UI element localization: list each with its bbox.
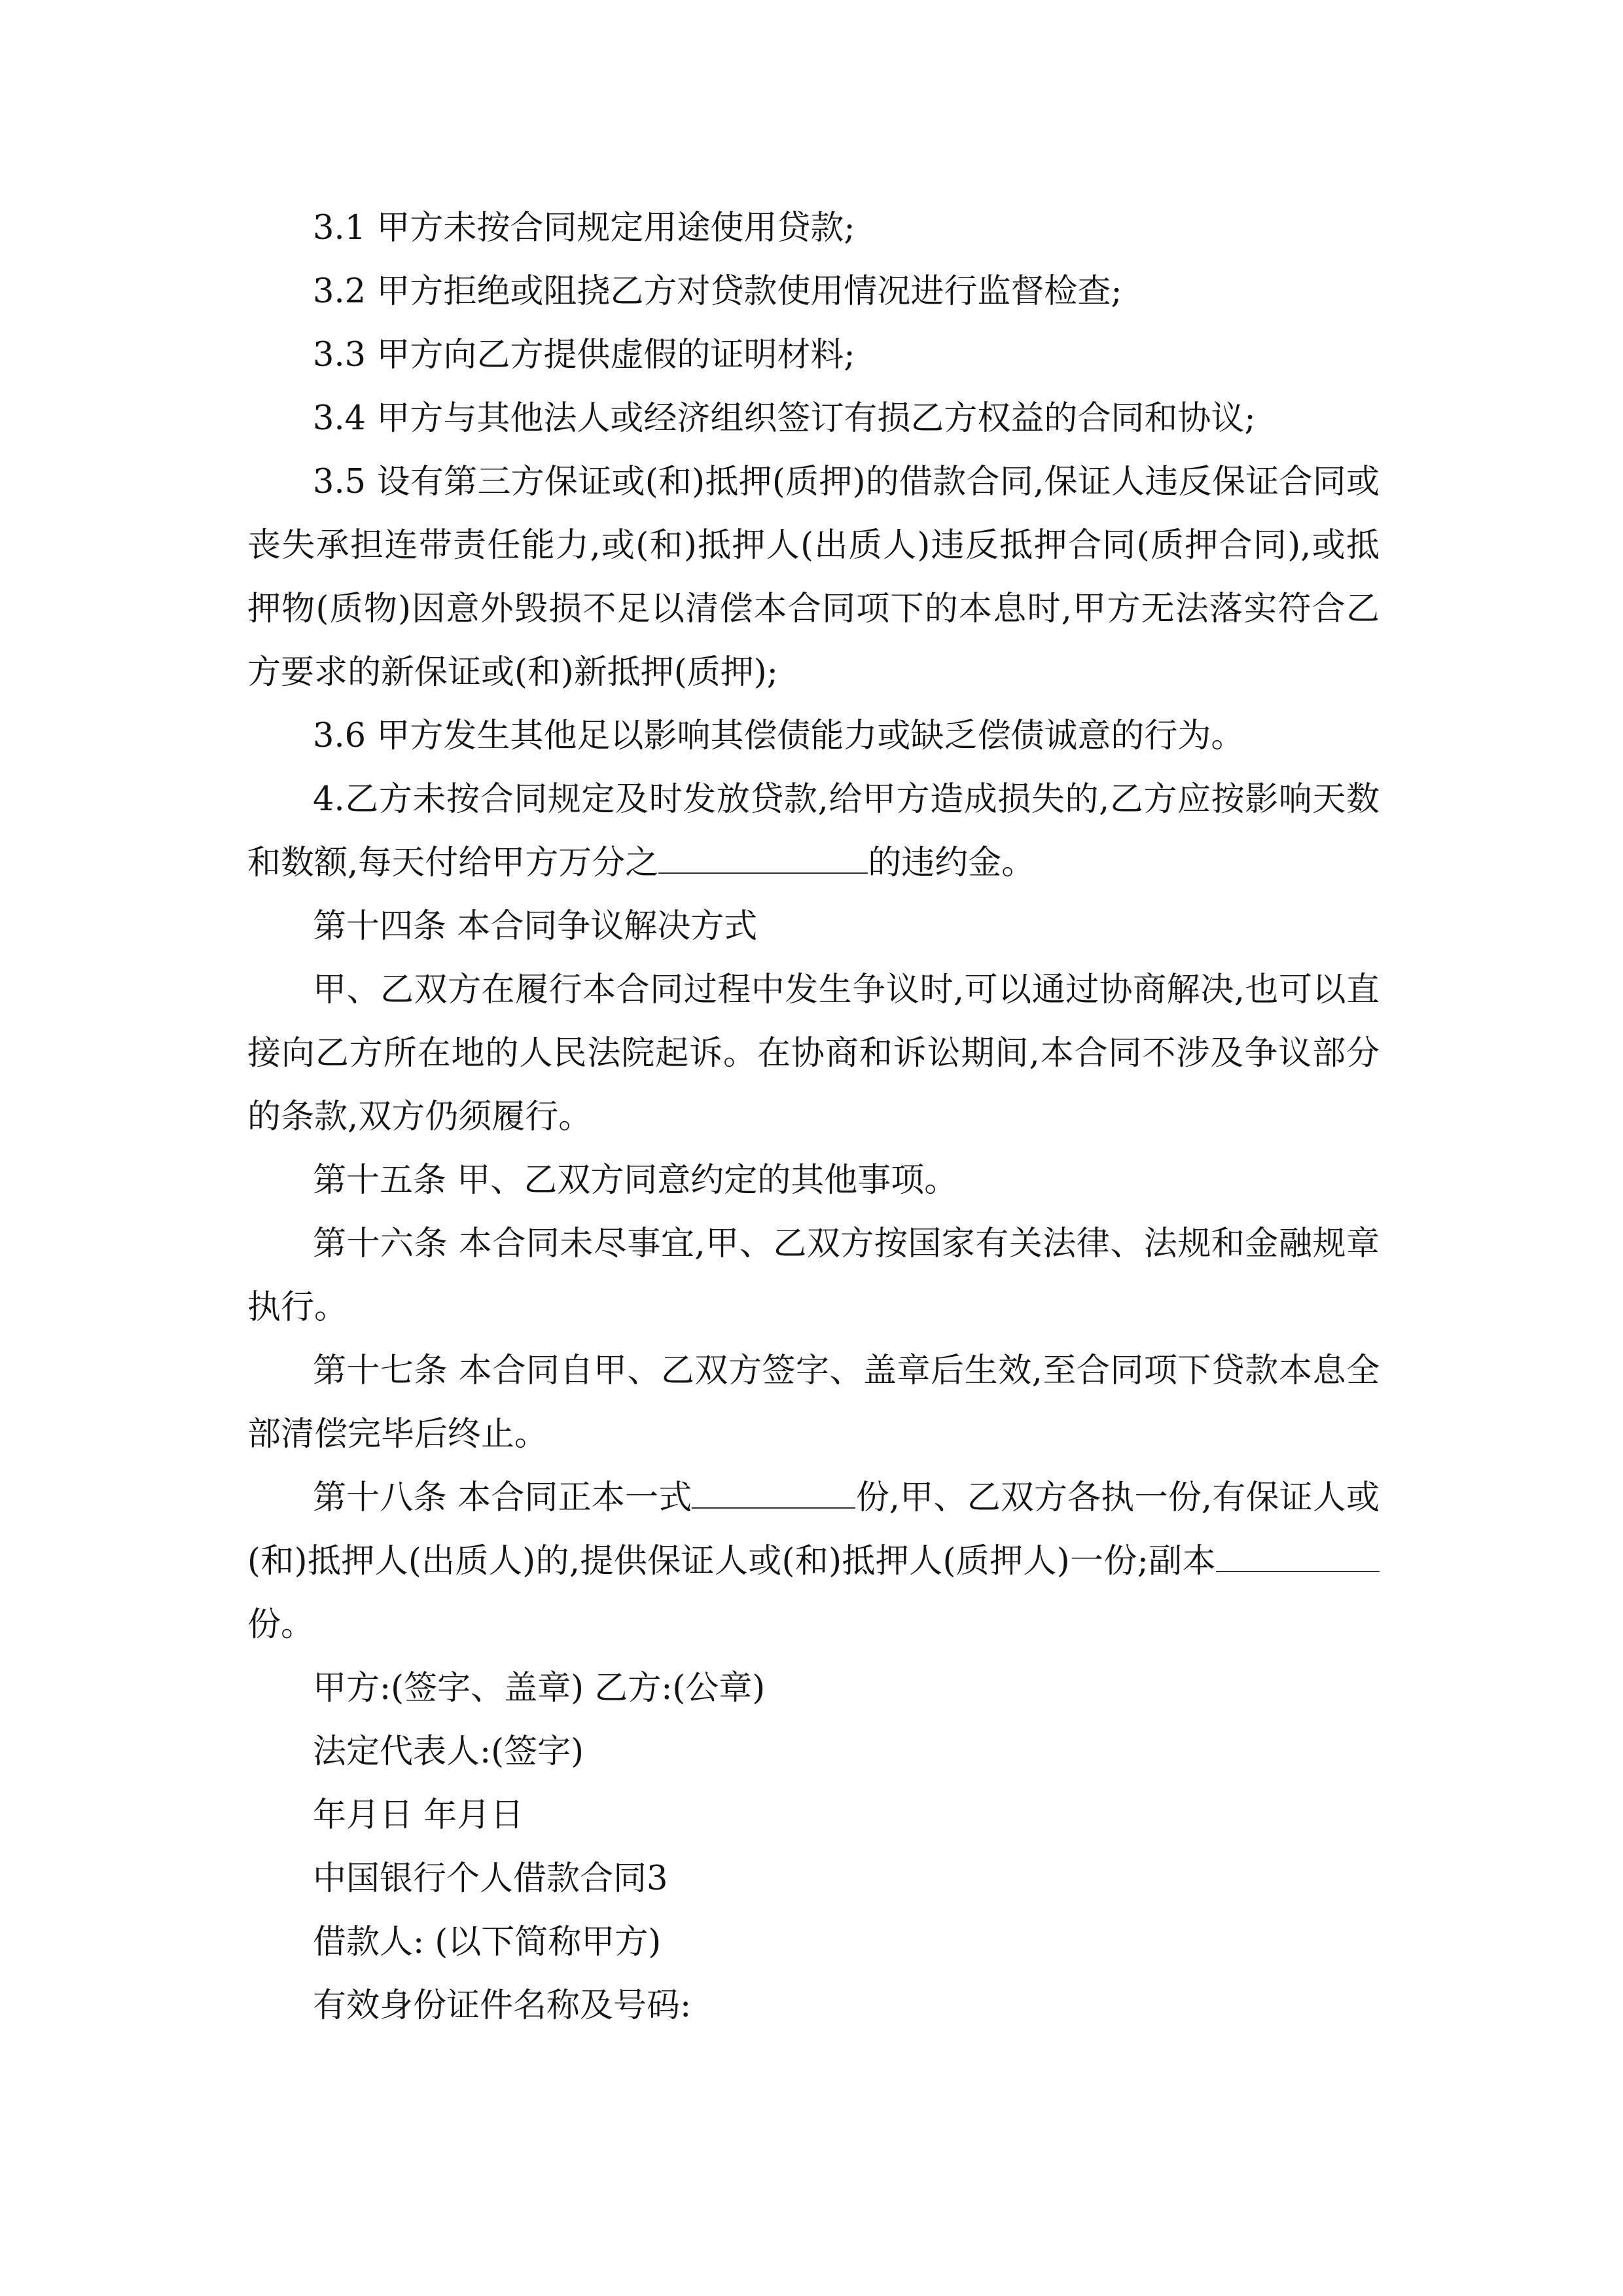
article-14-body: 甲、乙双方在履行本合同过程中发生争议时,可以通过协商解决,也可以直接向乙方所在地的人民法院起诉。在协商和诉讼期间,本合同不涉及争议部分的条款,双方仍须履行。 bbox=[247, 971, 1380, 1136]
article-16: 第十六条 本合同未尽事宜,甲、乙双方按国家有关法律、法规和金融规章执行。 bbox=[247, 1225, 1380, 1327]
article-18 bbox=[247, 1466, 1380, 1657]
clause-4-suffix: 的违约金。 bbox=[868, 844, 1035, 882]
penalty-rate-blank bbox=[658, 842, 868, 874]
article-17: 第十七条 本合同自甲、乙双方签字、盖章后生效,至合同项下贷款本息全部清偿完毕后终止。 bbox=[247, 1352, 1380, 1454]
id-document-line: 有效身份证件名称及号码: bbox=[313, 1986, 692, 2025]
article-18-middle: 份,甲、乙双方各执一份,有保证人或(和)抵押人(出质人)的,提供保证人或(和)抵押人(质押人)一份;副本 bbox=[247, 1479, 1380, 1581]
clause-4-text: 4.乙方未按合同规定及时发放贷款,给甲方造成损失的,乙方应按影响天数和数额,每天付给甲方万分之 bbox=[247, 780, 1380, 882]
signature-line: 甲方:(签字、盖章) 乙方:(公章) bbox=[313, 1669, 766, 1708]
clause-3-2: 3.2 甲方拒绝或阻挠乙方对贷款使用情况进行监督检查; bbox=[313, 272, 1122, 311]
clause-3-3: 3.3 甲方向乙方提供虚假的证明材料; bbox=[313, 336, 855, 374]
article-15: 第十五条 甲、乙双方同意约定的其他事项。 bbox=[313, 1161, 958, 1200]
article-14-heading: 第十四条 本合同争议解决方式 bbox=[313, 907, 758, 946]
original-copies-blank bbox=[692, 1477, 855, 1509]
clause-3-1: 3.1 甲方未按合同规定用途使用贷款; bbox=[313, 209, 855, 247]
duplicate-copies-blank bbox=[1216, 1541, 1380, 1572]
clause-3-5: 3.5 设有第三方保证或(和)抵押(质押)的借款合同,保证人违反保证合同或丧失承担连带责任能力,或(和)抵押人(出质人)违反抵押合同(质押合同),或抵押物(质物)因意外毁损不足以清偿本合同项下的本息时,甲方无法落实符合乙方要求的新保证或(和)新抵押(质押); bbox=[247, 463, 1380, 692]
article-18-suffix: 份。 bbox=[247, 1605, 315, 1644]
borrower-line: 借款人: (以下简称甲方) bbox=[313, 1923, 662, 1962]
contract-3-title: 中国银行个人借款合同3 bbox=[313, 1859, 668, 1898]
clause-3-6: 3.6 甲方发生其他足以影响其偿债能力或缺乏偿债诚意的行为。 bbox=[313, 717, 1245, 755]
document-page bbox=[247, 196, 1380, 2037]
article-18-text: 第十八条 本合同正本一式 bbox=[313, 1479, 692, 1517]
date-line: 年月日 年月日 bbox=[313, 1796, 524, 1835]
legal-representative-line: 法定代表人:(签字) bbox=[313, 1732, 584, 1771]
clause-3-4: 3.4 甲方与其他法人或经济组织签订有损乙方权益的合同和协议; bbox=[313, 399, 1256, 438]
clause-4 bbox=[247, 768, 1380, 895]
